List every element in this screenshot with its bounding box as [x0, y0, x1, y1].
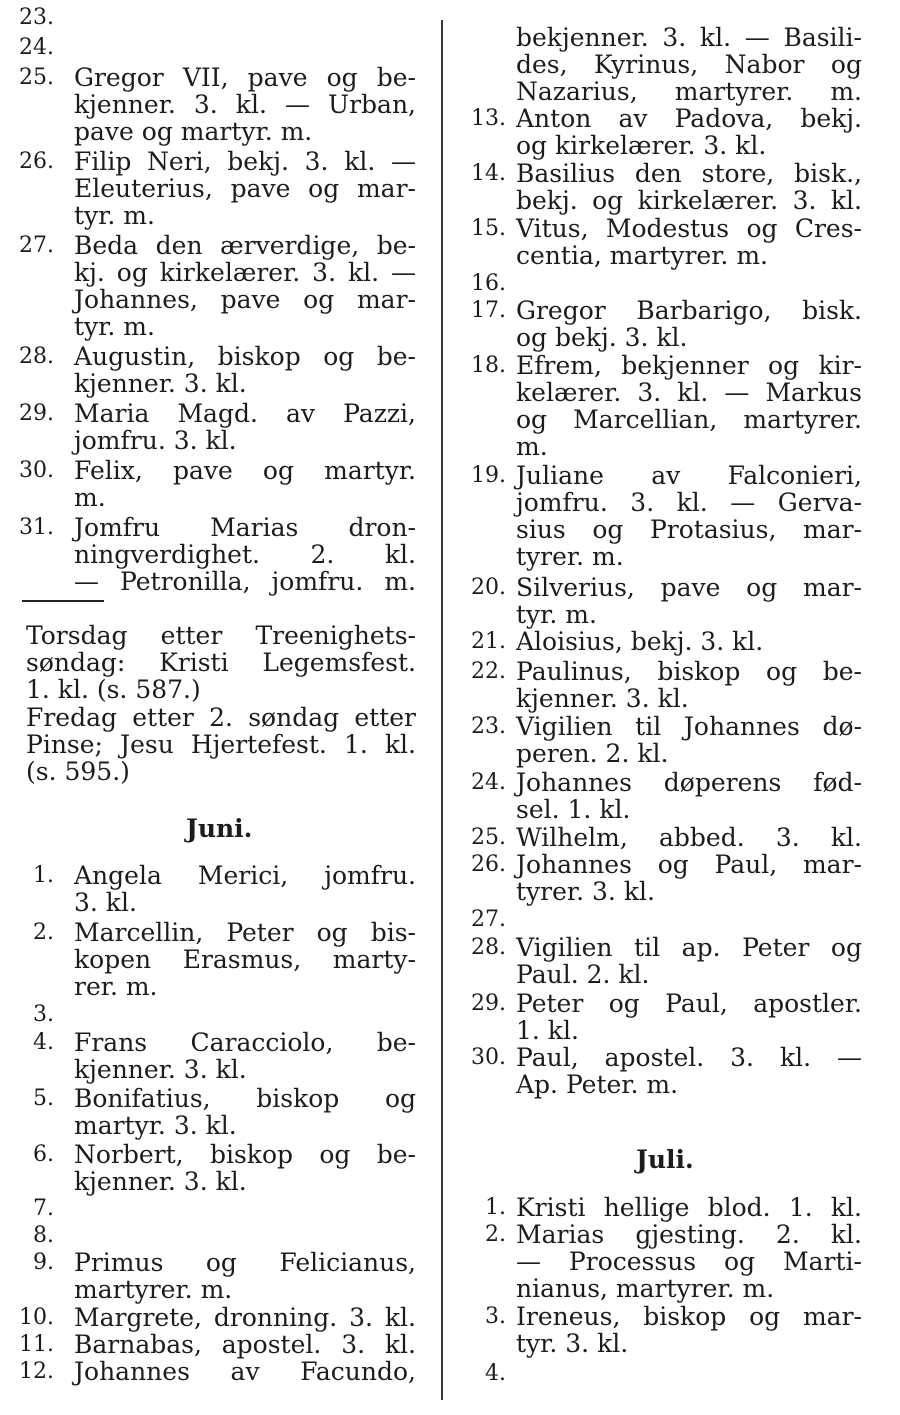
- may-entry-line: Johannes, pave og mar-: [74, 285, 416, 314]
- may-entry-number: 23.: [19, 5, 54, 30]
- may-entry-line: Eleuterius, pave og mar-: [74, 174, 416, 203]
- june-entry-line: Vigilien til ap. Peter og: [516, 933, 862, 962]
- june-entry-line: Nazarius, martyrer. m.: [516, 77, 862, 106]
- may-entry-number: 27.: [19, 233, 54, 258]
- july-heading: Juli.: [636, 1145, 694, 1174]
- july-entry-number: 2.: [485, 1222, 506, 1247]
- june-entry-number: 19.: [471, 463, 506, 488]
- june-entry-line: Vigilien til Johannes dø-: [516, 712, 862, 741]
- june-entry-number: 10.: [19, 1305, 54, 1330]
- may-entry-line: — Petronilla, jomfru. m.: [74, 567, 416, 596]
- may-entry-line: Felix, pave og martyr.: [74, 456, 416, 485]
- june-entry-number: 3.: [33, 1002, 54, 1027]
- july-entry-number: 1.: [485, 1195, 506, 1220]
- june-entry-line: bekjenner. 3. kl. — Basili-: [516, 23, 862, 52]
- june-entry-number: 15.: [471, 216, 506, 241]
- june-entry-line: rer. m.: [74, 972, 158, 1001]
- june-entry-number: 29.: [471, 991, 506, 1016]
- june-entry-line: Aloisius, bekj. 3. kl.: [516, 627, 764, 656]
- june-entry-line: Paul, apostel. 3. kl. —: [516, 1043, 862, 1072]
- june-entry-line: Peter og Paul, apostler.: [516, 989, 862, 1018]
- july-entry-line: tyr. 3. kl.: [516, 1329, 629, 1358]
- june-entry-number: 17.: [471, 298, 506, 323]
- june-entry-line: tyr. m.: [516, 600, 597, 629]
- june-entry-line: 1. kl.: [516, 1016, 579, 1045]
- june-entry-line: Juliane av Falconieri,: [516, 461, 862, 490]
- june-entry-line: Barnabas, apostel. 3. kl.: [74, 1330, 416, 1359]
- may-entry-line: ningverdighet. 2. kl.: [74, 540, 416, 569]
- june-entry-line: sel. 1. kl.: [516, 795, 631, 824]
- june-entry-number: 14.: [471, 161, 506, 186]
- june-entry-number: 13.: [471, 106, 506, 131]
- june-entry-number: 6.: [33, 1142, 54, 1167]
- may-entry-number: 28.: [19, 344, 54, 369]
- june-entry-line: Basilius den store, bisk.,: [516, 159, 862, 188]
- may-entry-number: 30.: [19, 458, 54, 483]
- june-entry-line: Angela Merici, jomfru.: [74, 861, 416, 890]
- july-entry-line: Kristi hellige blod. 1. kl.: [516, 1193, 862, 1222]
- june-entry-number: 16.: [471, 271, 506, 296]
- may-entry-number: 26.: [19, 149, 54, 174]
- june-entry-number: 9.: [33, 1250, 54, 1275]
- july-entry-line: Ireneus, biskop og mar-: [516, 1302, 862, 1331]
- june-entry-line: Frans Caracciolo, be-: [74, 1028, 416, 1057]
- june-entry-line: jomfru. 3. kl. — Gerva-: [516, 488, 862, 517]
- june-entry-number: 2.: [33, 920, 54, 945]
- june-entry-line: kelærer. 3. kl. — Markus: [516, 378, 862, 407]
- june-entry-number: 18.: [471, 353, 506, 378]
- may-entry-line: tyr. m.: [74, 201, 155, 230]
- may-entry-number: 24.: [19, 35, 54, 60]
- june-entry-number: 28.: [471, 935, 506, 960]
- june-entry-number: 25.: [471, 825, 506, 850]
- june-entry-line: Vitus, Modestus og Cres-: [516, 214, 862, 243]
- june-entry-line: og Marcellian, martyrer.: [516, 405, 862, 434]
- feast-note-line: Fredag etter 2. søndag etter: [26, 703, 416, 732]
- june-entry-line: kjenner. 3. kl.: [74, 1055, 247, 1084]
- may-entry-line: Gregor VII, pave og be-: [74, 63, 416, 92]
- june-entry-number: 12.: [19, 1359, 54, 1384]
- june-entry-number: 1.: [33, 863, 54, 888]
- may-entry-number: 31.: [19, 515, 54, 540]
- june-entry-number: 30.: [471, 1045, 506, 1070]
- june-entry-line: og bekj. 3. kl.: [516, 323, 688, 352]
- column-divider: [441, 20, 443, 1400]
- june-entry-line: martyrer. m.: [74, 1275, 233, 1304]
- june-entry-line: Johannes døperens fød-: [516, 768, 862, 797]
- section-divider: [22, 600, 104, 602]
- june-entry-line: Margrete, dronning. 3. kl.: [74, 1303, 416, 1332]
- june-entry-line: Efrem, bekjenner og kir-: [516, 351, 862, 380]
- june-entry-line: tyrer. m.: [516, 542, 624, 571]
- june-entry-number: 26.: [471, 852, 506, 877]
- june-entry-line: Marcellin, Peter og bis-: [74, 918, 416, 947]
- june-entry-number: 27.: [471, 907, 506, 932]
- june-entry-line: Paulinus, biskop og be-: [516, 657, 862, 686]
- june-entry-line: og kirkelærer. 3. kl.: [516, 131, 767, 160]
- may-entry-line: Maria Magd. av Pazzi,: [74, 399, 416, 428]
- may-entry-line: kjenner. 3. kl.: [74, 369, 247, 398]
- june-entry-line: Ap. Peter. m.: [516, 1070, 679, 1099]
- may-entry-line: pave og martyr. m.: [74, 117, 313, 146]
- june-entry-number: 7.: [33, 1196, 54, 1221]
- may-entry-number: 29.: [19, 401, 54, 426]
- june-entry-line: martyr. 3. kl.: [74, 1111, 237, 1140]
- june-entry-line: kjenner. 3. kl.: [516, 684, 689, 713]
- may-entry-line: jomfru. 3. kl.: [74, 426, 237, 455]
- june-entry-line: Primus og Felicianus,: [74, 1248, 416, 1277]
- june-entry-line: Wilhelm, abbed. 3. kl.: [516, 823, 862, 852]
- july-entry-number: 3.: [485, 1304, 506, 1329]
- may-entry-line: tyr. m.: [74, 312, 155, 341]
- june-entry-number: 24.: [471, 770, 506, 795]
- june-entry-line: m.: [516, 432, 548, 461]
- feast-note-line: søndag: Kristi Legemsfest.: [26, 648, 416, 677]
- june-entry-line: Bonifatius, biskop og: [74, 1084, 416, 1113]
- feast-note-line: (s. 595.): [26, 757, 130, 786]
- may-entry-line: kj. og kirkelærer. 3. kl. —: [74, 258, 416, 287]
- may-entry-line: kjenner. 3. kl. — Urban,: [74, 90, 416, 119]
- may-entry-line: m.: [74, 483, 106, 512]
- june-entry-line: Johannes og Paul, mar-: [516, 850, 862, 879]
- june-entry-line: bekj. og kirkelærer. 3. kl.: [516, 186, 862, 215]
- june-entry-number: 20.: [471, 575, 506, 600]
- june-entry-line: Johannes av Facundo,: [74, 1357, 416, 1386]
- may-entry-line: Beda den ærverdige, be-: [74, 231, 416, 260]
- july-entry-line: nianus, martyrer. m.: [516, 1274, 775, 1303]
- june-entry-line: centia, martyrer. m.: [516, 241, 768, 270]
- feast-note-line: 1. kl. (s. 587.): [26, 675, 201, 704]
- june-heading: Juni.: [186, 814, 253, 843]
- june-entry-line: kopen Erasmus, marty-: [74, 945, 416, 974]
- june-entry-number: 22.: [471, 659, 506, 684]
- may-entry-number: 25.: [19, 65, 54, 90]
- feast-note-line: Torsdag etter Treenighets-: [26, 621, 416, 650]
- july-entry-number: 4.: [485, 1361, 506, 1386]
- june-entry-number: 4.: [33, 1030, 54, 1055]
- july-entry-line: — Processus og Marti-: [516, 1247, 862, 1276]
- june-entry-line: Anton av Padova, bekj.: [516, 104, 862, 133]
- june-entry-number: 8.: [33, 1223, 54, 1248]
- june-entry-line: Norbert, biskop og be-: [74, 1140, 416, 1169]
- june-entry-line: des, Kyrinus, Nabor og: [516, 50, 862, 79]
- may-entry-line: Filip Neri, bekj. 3. kl. —: [74, 147, 416, 176]
- june-entry-line: Gregor Barbarigo, bisk.: [516, 296, 862, 325]
- july-entry-line: Marias gjesting. 2. kl.: [516, 1220, 862, 1249]
- june-entry-line: sius og Protasius, mar-: [516, 515, 862, 544]
- feast-note-line: Pinse; Jesu Hjertefest. 1. kl.: [26, 730, 416, 759]
- june-entry-line: tyrer. 3. kl.: [516, 877, 655, 906]
- june-entry-line: peren. 2. kl.: [516, 739, 669, 768]
- june-entry-number: 11.: [19, 1332, 54, 1357]
- june-entry-line: 3. kl.: [74, 888, 137, 917]
- may-entry-line: Augustin, biskop og be-: [74, 342, 416, 371]
- june-entry-number: 23.: [471, 714, 506, 739]
- june-entry-line: Paul. 2. kl.: [516, 960, 650, 989]
- june-entry-number: 5.: [33, 1086, 54, 1111]
- june-entry-line: kjenner. 3. kl.: [74, 1167, 247, 1196]
- may-entry-line: Jomfru Marias dron-: [74, 513, 416, 542]
- june-entry-line: Silverius, pave og mar-: [516, 573, 862, 602]
- june-entry-number: 21.: [471, 629, 506, 654]
